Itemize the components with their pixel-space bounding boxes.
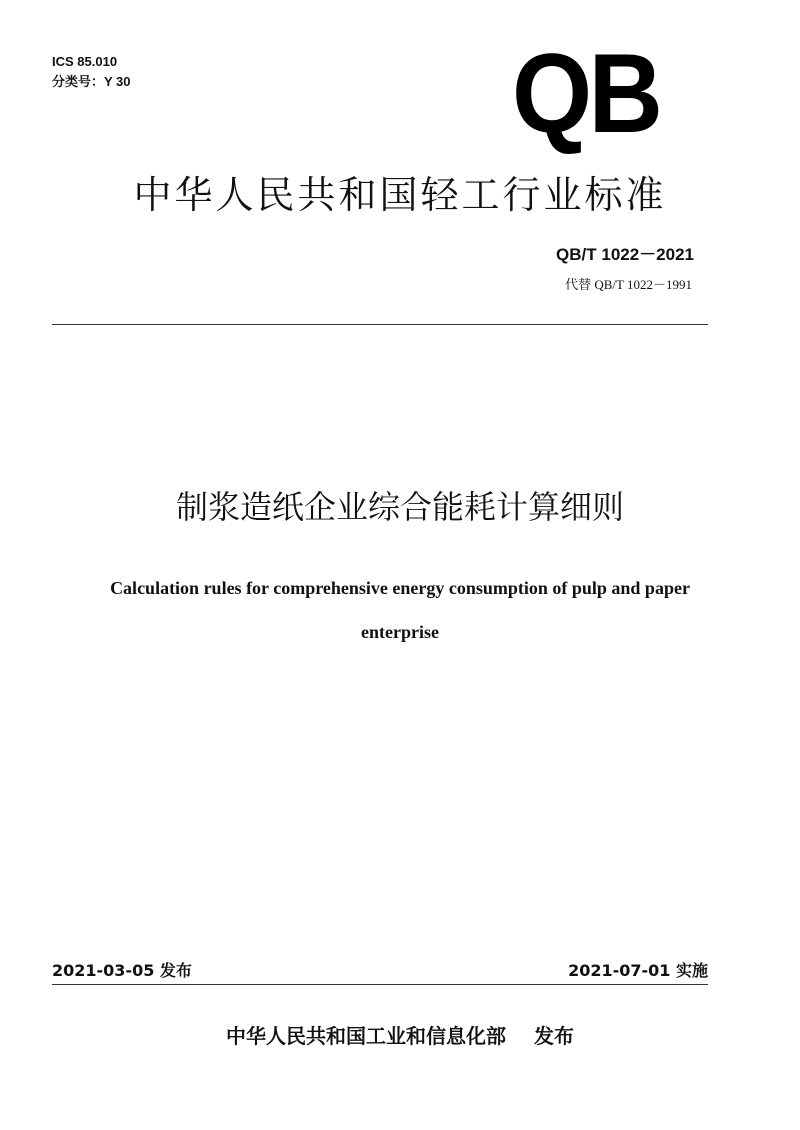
classification-number: 分类号：Y 30 (52, 74, 131, 89)
document-title-en-line1: Calculation rules for comprehensive energy consumption of pulp and paper (110, 578, 690, 598)
bottom-divider (52, 984, 708, 985)
publisher-line (0, 1020, 800, 1049)
top-divider (52, 324, 708, 325)
implementation-date: 2021-07-01 实施 (568, 961, 708, 980)
standard-number: QB/T 1022－2021 (556, 245, 694, 264)
document-title-en-line2: enterprise (361, 622, 439, 642)
issue-date: 2021-03-05 发布 (52, 961, 192, 980)
publisher-verb: 发布 (534, 1024, 574, 1048)
classification-block (52, 52, 131, 92)
replaced-standard: 代替 QB/T 1022－1991 (565, 277, 692, 292)
standard-title: 中华人民共和国轻工行业标准 (133, 173, 667, 217)
document-title-zh: 制浆造纸企业综合能耗计算细则 (175, 488, 624, 526)
document-title-en (60, 566, 740, 654)
publisher-name: 中华人民共和国工业和信息化部 (226, 1024, 506, 1048)
ics-code: ICS 85.010 (52, 54, 118, 69)
qb-logo: QB (512, 31, 660, 156)
